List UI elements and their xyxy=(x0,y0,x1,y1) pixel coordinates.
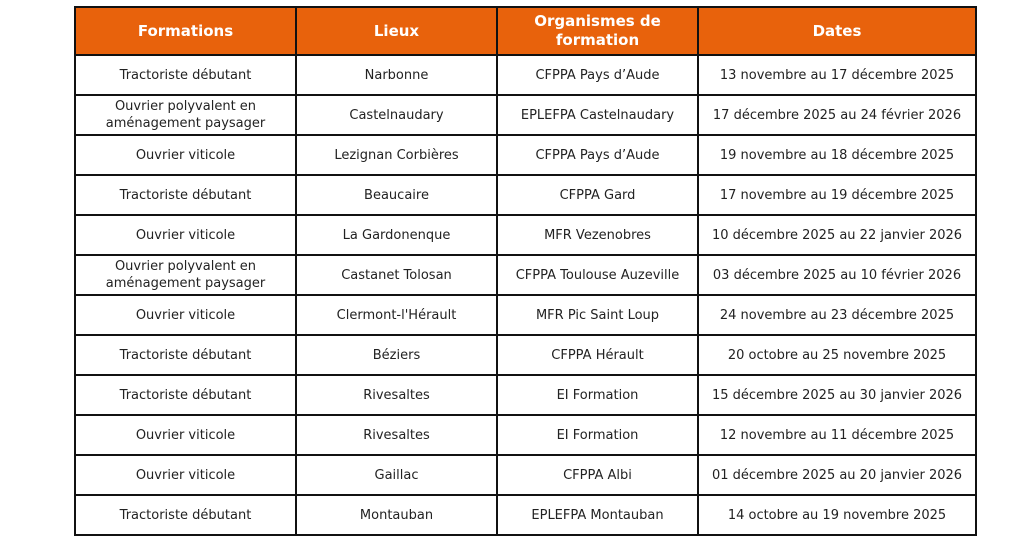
table-row xyxy=(75,215,976,255)
cell-dates: 10 décembre 2025 au 22 janvier 2026 xyxy=(698,215,976,255)
cell-dates: 03 décembre 2025 au 10 février 2026 xyxy=(698,255,976,295)
table-row xyxy=(75,335,976,375)
cell-organisme: CFPPA Hérault xyxy=(497,335,698,375)
cell-dates: 19 novembre au 18 décembre 2025 xyxy=(698,135,976,175)
cell-formation: Ouvrier viticole xyxy=(75,135,296,175)
cell-dates: 20 octobre au 25 novembre 2025 xyxy=(698,335,976,375)
header-lieux: Lieux xyxy=(296,7,497,55)
cell-dates: 24 novembre au 23 décembre 2025 xyxy=(698,295,976,335)
training-schedule-table xyxy=(74,6,977,536)
cell-formation: Tractoriste débutant xyxy=(75,495,296,535)
cell-dates: 14 octobre au 19 novembre 2025 xyxy=(698,495,976,535)
cell-organisme: EI Formation xyxy=(497,375,698,415)
cell-lieu: Beaucaire xyxy=(296,175,497,215)
cell-lieu: Narbonne xyxy=(296,55,497,95)
cell-formation: Ouvrier viticole xyxy=(75,215,296,255)
cell-lieu: Montauban xyxy=(296,495,497,535)
table-row xyxy=(75,455,976,495)
cell-formation: Tractoriste débutant xyxy=(75,55,296,95)
cell-organisme: CFPPA Toulouse Auzeville xyxy=(497,255,698,295)
cell-lieu: Lezignan Corbières xyxy=(296,135,497,175)
table-row xyxy=(75,375,976,415)
cell-lieu: Rivesaltes xyxy=(296,375,497,415)
cell-organisme: CFPPA Gard xyxy=(497,175,698,215)
cell-dates: 01 décembre 2025 au 20 janvier 2026 xyxy=(698,455,976,495)
table-body xyxy=(75,55,976,535)
table-row xyxy=(75,415,976,455)
cell-lieu: Castanet Tolosan xyxy=(296,255,497,295)
cell-lieu: Béziers xyxy=(296,335,497,375)
table-row xyxy=(75,295,976,335)
cell-dates: 15 décembre 2025 au 30 janvier 2026 xyxy=(698,375,976,415)
cell-formation: Ouvrier viticole xyxy=(75,295,296,335)
header-formations: Formations xyxy=(75,7,296,55)
cell-dates: 17 décembre 2025 au 24 février 2026 xyxy=(698,95,976,135)
header-organismes: Organismes de formation xyxy=(497,7,698,55)
cell-organisme: EPLEFPA Montauban xyxy=(497,495,698,535)
cell-formation: Tractoriste débutant xyxy=(75,335,296,375)
cell-organisme: CFPPA Pays d’Aude xyxy=(497,55,698,95)
cell-organisme: CFPPA Pays d’Aude xyxy=(497,135,698,175)
cell-lieu: Gaillac xyxy=(296,455,497,495)
table-row xyxy=(75,175,976,215)
cell-formation: Ouvrier polyvalent en aménagement paysager xyxy=(75,255,296,295)
cell-lieu: Castelnaudary xyxy=(296,95,497,135)
cell-formation: Ouvrier viticole xyxy=(75,415,296,455)
table-row xyxy=(75,95,976,135)
cell-formation: Tractoriste débutant xyxy=(75,175,296,215)
cell-dates: 13 novembre au 17 décembre 2025 xyxy=(698,55,976,95)
cell-lieu: Rivesaltes xyxy=(296,415,497,455)
cell-formation: Tractoriste débutant xyxy=(75,375,296,415)
cell-lieu: Clermont-l'Hérault xyxy=(296,295,497,335)
cell-organisme: EI Formation xyxy=(497,415,698,455)
table-header xyxy=(75,7,976,55)
cell-formation: Ouvrier viticole xyxy=(75,455,296,495)
table-row xyxy=(75,495,976,535)
cell-organisme: EPLEFPA Castelnaudary xyxy=(497,95,698,135)
cell-dates: 12 novembre au 11 décembre 2025 xyxy=(698,415,976,455)
cell-organisme: MFR Vezenobres xyxy=(497,215,698,255)
cell-organisme: MFR Pic Saint Loup xyxy=(497,295,698,335)
header-dates: Dates xyxy=(698,7,976,55)
cell-lieu: La Gardonenque xyxy=(296,215,497,255)
cell-formation: Ouvrier polyvalent en aménagement paysager xyxy=(75,95,296,135)
header-row xyxy=(75,7,976,55)
cell-dates: 17 novembre au 19 décembre 2025 xyxy=(698,175,976,215)
table-row xyxy=(75,55,976,95)
cell-organisme: CFPPA Albi xyxy=(497,455,698,495)
table-row xyxy=(75,255,976,295)
table-row xyxy=(75,135,976,175)
